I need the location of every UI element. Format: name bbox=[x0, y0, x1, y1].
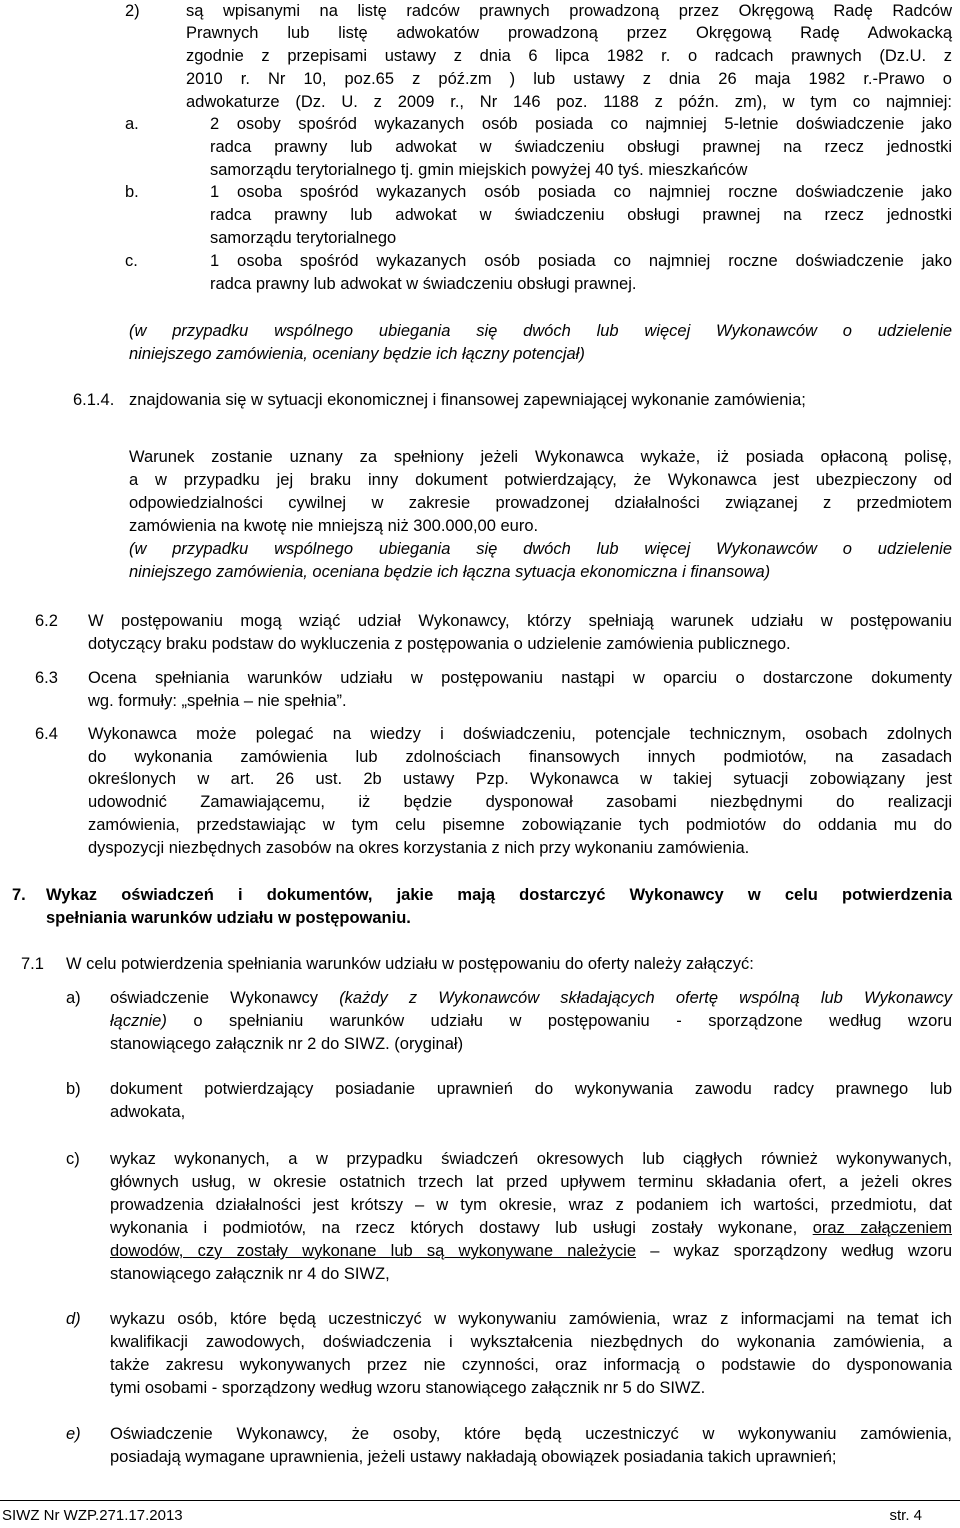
list-label: c) bbox=[66, 1150, 80, 1168]
list-c-line: prowadzenia działalności jest krótszy – w tym okresie, wraz z podaniem ich wartości, przedmiotu, dat bbox=[110, 1196, 952, 1214]
note-joint-bid-line: niniejszego zamówienia, oceniany będzie ich łączny potencjał) bbox=[129, 345, 585, 363]
condition-line: a w przypadku jej braku inny dokument potwierdzający, że Wykonawca jest ubezpieczony od bbox=[129, 471, 952, 489]
section-line: do wykonania zamówienia lub zdolnościach finansowych innych podmiotów, na zasadach bbox=[88, 748, 952, 766]
section-line: udowodnić Zamawiającemu, iż będzie dysponował zasobami niezbędnymi do realizacji bbox=[88, 793, 952, 811]
sub-item-line: radca prawny lub adwokat w świadczeniu obsługi prawnej na rzecz jednostki bbox=[210, 206, 952, 224]
chapter-heading-line: spełniania warunków udziału w postępowaniu. bbox=[46, 909, 411, 927]
list-a-line-3: stanowiącego załącznik nr 2 do SIWZ. (oryginał) bbox=[110, 1035, 464, 1053]
sub-item-line: 1 osoba spośród wykazanych osób posiada co najmniej roczne doświadczenie jako bbox=[210, 183, 952, 201]
section-number: 6.2 bbox=[35, 612, 58, 630]
section-line: W postępowaniu mogą wziąć udział Wykonawcy, którzy spełniają warunek udziału w postępowaniu bbox=[88, 612, 952, 630]
list-e-line: Oświadczenie Wykonawcy, że osoby, które będą uczestniczyć w wykonywaniu zamówienia, bbox=[110, 1425, 952, 1443]
intro-item-line: zgodnie z przepisami ustawy z dnia 6 lipca 1982 r. o radcach prawnych (Dz.U. z bbox=[186, 47, 952, 65]
list-b-line: adwokata, bbox=[110, 1103, 186, 1121]
list-c-line: dowodów, czy zostały wykonane lub są wykonywane należycie – wykaz sporządzony według wzoru bbox=[110, 1242, 953, 1260]
sub-item-line: radca prawny lub adwokat w świadczeniu obsługi prawnej. bbox=[210, 275, 637, 293]
list-d-line: kwalifikacji zawodowych, doświadczenia i wykształcenia niezbędnych do wykonania zamówienia, a bbox=[110, 1333, 952, 1351]
footer-doc-id: SIWZ Nr WZP.271.17.2013 bbox=[2, 1507, 183, 1524]
list-label: e) bbox=[66, 1425, 81, 1443]
condition-line: Warunek zostanie uznany za spełniony jeżeli Wykonawca wykaże, iż posiada opłaconą polisę, bbox=[129, 448, 952, 466]
section-line: Wykonawca może polegać na wiedzy i doświadczeniu, potencjale technicznym, osobach zdolnych bbox=[88, 725, 952, 743]
sub-item-line: radca prawny lub adwokat w świadczeniu obsługi prawnej na rzecz jednostki bbox=[210, 138, 952, 156]
list-e-line: posiadają wymagane uprawnienia, jeżeli ustawy nakładają obowiązek posiadania takich uprawnień; bbox=[110, 1448, 837, 1466]
section-number: 7.1 bbox=[21, 955, 44, 973]
footer-page-number: str. 4 bbox=[889, 1507, 922, 1524]
note-joint-bid-line: niniejszego zamówienia, oceniana będzie ich łączna sytuacja ekonomiczna i finansowa) bbox=[129, 563, 771, 581]
note-joint-bid-line: (w przypadku wspólnego ubiegania się dwóch lub więcej Wykonawców o udzielenie bbox=[129, 322, 952, 340]
section-line: zamówienia, przedstawiając w tym celu pisemne zobowiązanie tych podmiotów do oddania mu do bbox=[88, 816, 952, 834]
page-footer bbox=[0, 1500, 960, 1525]
section-line: Ocena spełniania warunków udziału w postępowaniu nastąpi w oparciu o dostarczone dokumenty bbox=[88, 669, 952, 687]
section-line: wg. formuły: „spełnia – nie spełnia”. bbox=[88, 692, 347, 710]
sub-item-letter: c. bbox=[125, 252, 138, 270]
section-number: 6.1.4. bbox=[73, 391, 115, 409]
intro-item-line: są wpisanymi na listę radców prawnych prowadzoną przez Okręgową Radę Radców bbox=[186, 2, 952, 20]
section-line: dyspozycji niezbędnych zasobów na okres korzystania z nich przy wykonaniu zamówienia. bbox=[88, 839, 750, 857]
list-a-line-1: oświadczenie Wykonawcy (każdy z Wykonawców składających ofertę wspólną lub Wykonawcy bbox=[110, 989, 952, 1007]
sub-item-line: samorządu terytorialnego tj. gmin miejskich powyżej 40 tyś. mieszkańców bbox=[210, 161, 748, 179]
list-b-line: dokument potwierdzający posiadanie uprawnień do wykonywania zawodu radcy prawnego lub bbox=[110, 1080, 952, 1098]
list-c-line: stanowiącego załącznik nr 4 do SIWZ, bbox=[110, 1265, 390, 1283]
intro-item-line: 2010 r. Nr 10, poz.65 z póź.zm ) lub ustawy z dnia 26 maja 1982 r.-Prawo o bbox=[186, 70, 952, 88]
note-joint-bid-line: (w przypadku wspólnego ubiegania się dwóch lub więcej Wykonawców o udzielenie bbox=[129, 540, 952, 558]
section-text: znajdowania się w sytuacji ekonomicznej i finansowej zapewniającej wykonanie zamówienia; bbox=[129, 391, 806, 409]
section-text: W celu potwierdzenia spełniania warunków udziału w postępowaniu do oferty należy załączyć: bbox=[66, 955, 754, 973]
section-line: określonych w art. 26 ust. 2b ustawy Pzp. Wykonawca w takiej sytuacji zobowiązany jest bbox=[88, 770, 952, 788]
list-d-line: także zakresu wykonywanych przez nie czynności, oraz informacją o podstawie do dysponowania bbox=[110, 1356, 952, 1374]
list-c-line: wykonania i podmiotów, na rzecz których dostawy lub usługi zostały wykonane, oraz załączeniem bbox=[110, 1219, 953, 1237]
sub-item-line: samorządu terytorialnego bbox=[210, 229, 397, 247]
list-label: a) bbox=[66, 989, 81, 1007]
chapter-number: 7. bbox=[12, 886, 26, 904]
list-a-line-2: łącznie) o spełnianiu warunków udziału w postępowaniu - sporządzone według wzoru bbox=[110, 1012, 952, 1030]
intro-item-line: adwokaturze (Dz. U. z 2009 r., Nr 146 poz. 1188 z późn. zm), w tym co najmniej: bbox=[186, 93, 952, 111]
list-label: d) bbox=[66, 1310, 81, 1328]
section-number: 6.4 bbox=[35, 725, 58, 743]
intro-item-line: Prawnych lub listę adwokatów prowadzoną przez Okręgową Radę Adwokacką bbox=[186, 24, 952, 42]
list-label: b) bbox=[66, 1080, 81, 1098]
condition-line: odpowiedzialności cywilnej w zakresie prowadzonej działalności związanej z przedmiotem bbox=[129, 494, 952, 512]
section-line: dotyczący braku podstaw do wykluczenia z postępowania o udzielenie zamówienia publicznego. bbox=[88, 635, 791, 653]
sub-item-letter: a. bbox=[125, 115, 139, 133]
sub-item-line: 1 osoba spośród wykazanych osób posiada co najmniej roczne doświadczenie jako bbox=[210, 252, 952, 270]
section-number: 6.3 bbox=[35, 669, 58, 687]
list-d-line: tymi osobami - sporządzony według wzoru stanowiącego załącznik nr 5 do SIWZ. bbox=[110, 1379, 706, 1397]
sub-item-line: 2 osoby spośród wykazanych osób posiada co najmniej 5-letnie doświadczenie jako bbox=[210, 115, 952, 133]
list-c-line: głównych usług, w okresie ostatnich trzech lat przed upływem terminu składania ofert, a jeżeli okres bbox=[110, 1173, 952, 1191]
list-c-line: wykaz wykonanych, a w przypadku świadczeń okresowych lub ciągłych również wykonywanych, bbox=[110, 1150, 952, 1168]
list-d-line: wykazu osób, które będą uczestniczyć w wykonywaniu zamówienia, wraz z informacjami na temat ich bbox=[110, 1310, 952, 1328]
sub-item-letter: b. bbox=[125, 183, 139, 201]
chapter-heading-line: Wykaz oświadczeń i dokumentów, jakie mają dostarczyć Wykonawcy w celu potwierdzenia bbox=[46, 886, 952, 904]
condition-line: zamówienia na kwotę nie mniejszą niż 300.000,00 euro. bbox=[129, 517, 539, 535]
intro-item-number: 2) bbox=[125, 2, 140, 20]
